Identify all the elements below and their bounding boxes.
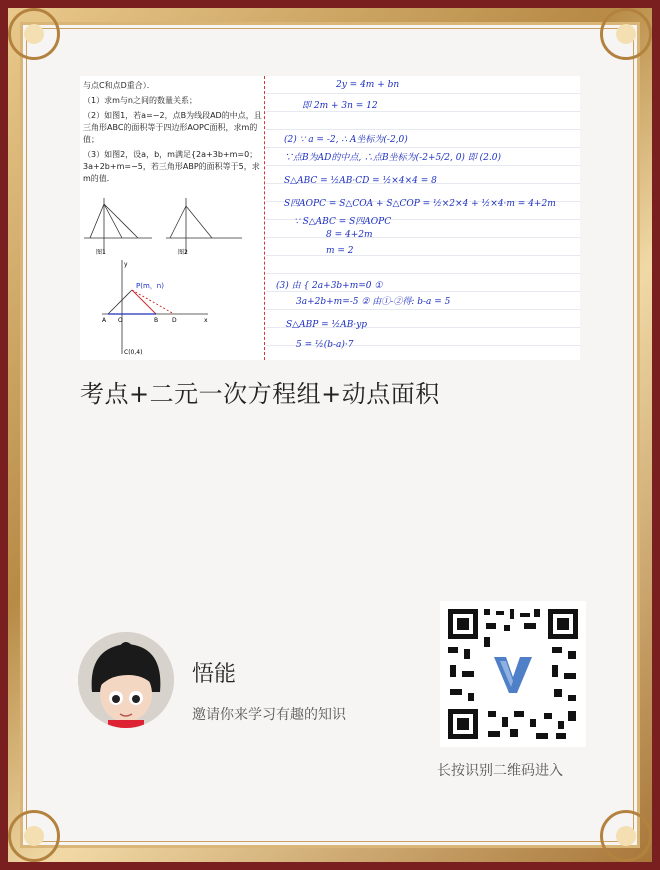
problem-line: （2）如图1，若a=−2，点B为线段AD的中点，且三角形ABC的面积等于四边形AOPC面积，求m的值； <box>83 111 262 144</box>
profile-name: 悟能 <box>192 662 237 687</box>
hw-line: 8 = 4+2m <box>326 230 373 240</box>
handwritten-solution <box>266 76 580 360</box>
ornament-icon <box>600 8 652 60</box>
hw-line: ∵点B为AD的中点, ∴点B坐标为(-2+5/2, 0) 即 (2.0) <box>284 153 501 163</box>
axis-label: A <box>102 317 107 324</box>
axis-label: y <box>124 261 128 268</box>
hw-line: 2y = 4m + bn <box>336 80 400 90</box>
point-label: P(m，n) <box>136 282 164 290</box>
problem-line: （3）如图2，设a，b，m满足{2a+3b+m=0；3a+2b+m=−5，若三角形ABP的面积等于5，求m的值． <box>83 150 260 183</box>
cartoon-face-icon <box>78 632 174 728</box>
figure-1 <box>84 198 152 256</box>
ornament-icon <box>8 8 60 60</box>
hw-line: S四AOPC = S△COA + S△COP = ½×2×4 + ½×4·m = 4+2m <box>284 199 556 209</box>
page-title: 考点+二元一次方程组+动点面积 <box>80 380 440 408</box>
hw-line: (2) ∵ a = -2, ∴ A坐标为(-2,0) <box>284 135 408 145</box>
profile-subtitle: 邀请你来学习有趣的知识 <box>192 707 346 723</box>
problem-line: 与点C和点D重合）． <box>83 81 155 90</box>
figure-2 <box>166 198 242 256</box>
geometry-figures <box>82 194 262 358</box>
problem-line: （1）求m与n之间的数量关系； <box>83 96 197 105</box>
fig-label: 图1 <box>96 249 106 256</box>
ornament-icon <box>600 810 652 862</box>
qr-caption: 长按识别二维码进入 <box>437 763 563 779</box>
axis-label: D <box>172 317 177 324</box>
hw-line: 3a+2b+m=-5 ② 由①-②得: b-a = 5 <box>296 297 451 307</box>
ornament-icon <box>8 810 60 862</box>
qr-code-icon <box>440 601 586 747</box>
coordinate-figure <box>102 260 208 356</box>
hw-line: ∵ S△ABC = S四AOPC <box>294 217 392 227</box>
hw-line: m = 2 <box>326 246 354 256</box>
qr-code[interactable] <box>440 601 586 747</box>
hw-line: S△ABC = ½AB·CD = ½×4×4 = 8 <box>284 176 437 186</box>
divider-line <box>264 76 265 360</box>
worksheet-image[interactable] <box>80 76 580 360</box>
axis-label: x <box>204 317 208 324</box>
hw-line: 即 2m + 3n = 12 <box>302 101 378 111</box>
avatar[interactable] <box>78 632 174 728</box>
hw-line: S△ABP = ½AB·yp <box>286 320 368 330</box>
axis-label: O <box>118 317 123 324</box>
point-label: C(0,4) <box>124 349 143 356</box>
fig-label: 图2 <box>178 249 188 256</box>
hw-line: 5 = ½(b-a)·7 <box>296 340 354 350</box>
axis-label: B <box>154 317 159 324</box>
hw-line: (3) 由 { 2a+3b+m=0 ① <box>276 281 383 291</box>
